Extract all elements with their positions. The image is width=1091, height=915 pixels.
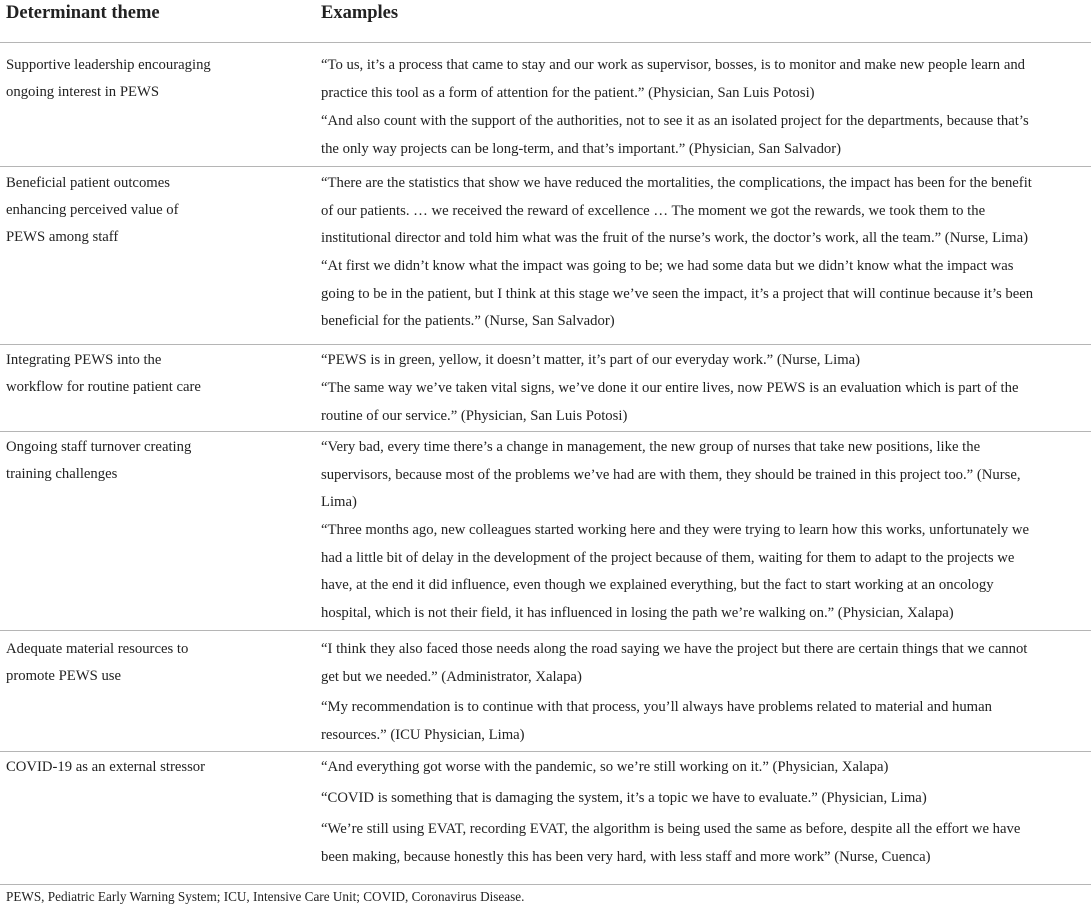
example-quote bbox=[321, 170, 1091, 253]
example-quote bbox=[321, 754, 1091, 782]
quote-line: “We’re still using EVAT, recording EVAT, the algorithm is being used the same as before, despite all the effort we have bbox=[321, 821, 1021, 837]
quote-line: “PEWS is in green, yellow, it doesn’t matter, it’s part of our everyday work.” (Nurse, Lima) bbox=[321, 352, 861, 368]
table-header bbox=[0, 0, 1091, 43]
quote-line: “To us, it’s a process that came to stay and our work as supervisor, bosses, is to monitor and make new people learn and bbox=[321, 57, 1026, 73]
quote-line: Lima) bbox=[321, 494, 357, 510]
header-determinant-theme: Determinant theme bbox=[6, 3, 160, 23]
theme-cell bbox=[6, 434, 296, 488]
theme-line: Beneficial patient outcomes bbox=[6, 175, 170, 191]
quote-line: of our patients. … we received the reward of excellence … The moment we got the rewards, we took them to the bbox=[321, 202, 986, 219]
quote-line: “My recommendation is to continue with that process, you’ll always have problems related to material and human bbox=[321, 699, 992, 715]
quote-line: hospital, which is not their field, it has influenced in losing the path we’re walking on.” (Physician, Xalapa) bbox=[321, 604, 954, 621]
quote-line: “The same way we’ve taken vital signs, we’ve done it our entire lives, now PEWS is an evaluation which is part of the bbox=[321, 380, 1019, 396]
example-quote bbox=[321, 636, 1091, 691]
theme-line: workflow for routine patient care bbox=[6, 379, 201, 395]
quote-line: “Very bad, every time there’s a change in management, the new group of nurses that take new positions, like the bbox=[321, 439, 981, 455]
table-row bbox=[0, 432, 1091, 631]
theme-line: Integrating PEWS into the bbox=[6, 352, 162, 368]
theme-line: promote PEWS use bbox=[6, 668, 122, 684]
table-row bbox=[0, 43, 1091, 167]
quote-line: institutional director and told him what was the fruit of the nurse’s work, the doctor’s work, all the team.” (Nurse, Lima) bbox=[321, 230, 1028, 246]
quote-line: routine of our service.” (Physician, San Luis Potosi) bbox=[321, 407, 628, 424]
theme-line: PEWS among staff bbox=[6, 229, 119, 245]
theme-cell bbox=[6, 170, 296, 251]
quote-line: “There are the statistics that show we have reduced the mortalities, the complications, the impact has been for the benefit bbox=[321, 175, 1032, 191]
quote-line: going to be in the patient, but I think at this stage we’ve seen the impact, it’s a project that will continue because it’s been bbox=[321, 285, 1034, 302]
theme-line: Adequate material resources to bbox=[6, 641, 189, 657]
theme-cell bbox=[6, 347, 296, 401]
quote-line: practice this tool as a form of attention for the patient.” (Physician, San Luis Potosi) bbox=[321, 84, 815, 101]
table-row bbox=[0, 167, 1091, 345]
theme-line: Supportive leadership encouraging bbox=[6, 57, 211, 73]
quote-line: have, at the end it did influence, even though we explained everything, but the fact to start working at an oncology bbox=[321, 577, 994, 593]
example-quote bbox=[321, 253, 1091, 336]
quote-line: “Three months ago, new colleagues started working here and they were trying to learn how this works, unfortunately we bbox=[321, 522, 1030, 538]
example-quote bbox=[321, 517, 1091, 627]
theme-line: COVID-19 as an external stressor bbox=[6, 759, 206, 775]
quote-line: “And everything got worse with the pandemic, so we’re still working on it.” (Physician, Xalapa) bbox=[321, 759, 889, 775]
theme-cell bbox=[6, 754, 296, 781]
theme-line: training challenges bbox=[6, 466, 118, 482]
quote-line: supervisors, because most of the problems we’ve had are with them, they should be trained in this project too.” (Nurse, bbox=[321, 466, 1021, 483]
quote-line: “At first we didn’t know what the impact was going to be; we had some data but we didn’t know what the impact was bbox=[321, 258, 1014, 274]
theme-cell bbox=[6, 52, 296, 106]
quote-line: “I think they also faced those needs along the road saying we have the project but there are certain things that we cannot bbox=[321, 641, 1028, 657]
theme-line: ongoing interest in PEWS bbox=[6, 84, 159, 100]
quote-line: been making, because honestly this has been very hard, with less staff and more work” (Nurse, Cuenca) bbox=[321, 848, 931, 865]
quote-line: “And also count with the support of the authorities, not to see it as an isolated project for the departments, because that’s bbox=[321, 113, 1029, 129]
quote-line: had a little bit of delay in the development of the project because of them, waiting for them to adapt to the projects we bbox=[321, 549, 1015, 566]
table-footnote: PEWS, Pediatric Early Warning System; ICU, Intensive Care Unit; COVID, Coronavirus Disease. bbox=[6, 889, 525, 904]
table-row bbox=[0, 631, 1091, 752]
quote-line: beneficial for the patients.” (Nurse, San Salvador) bbox=[321, 313, 615, 329]
quote-line: resources.” (ICU Physician, Lima) bbox=[321, 726, 525, 743]
example-quote bbox=[321, 785, 1091, 813]
quote-line: get but we needed.” (Administrator, Xalapa) bbox=[321, 668, 582, 685]
example-quote bbox=[321, 347, 1091, 375]
header-examples: Examples bbox=[321, 3, 399, 23]
example-quote bbox=[321, 108, 1091, 163]
quote-line: the only way projects can be long-term, and that’s important.” (Physician, San Salvador) bbox=[321, 140, 842, 157]
example-quote bbox=[321, 694, 1091, 749]
theme-line: enhancing perceived value of bbox=[6, 202, 179, 218]
table-row bbox=[0, 345, 1091, 432]
example-quote bbox=[321, 434, 1091, 517]
example-quote bbox=[321, 375, 1091, 430]
theme-line: Ongoing staff turnover creating bbox=[6, 439, 192, 455]
example-quote bbox=[321, 816, 1091, 871]
example-quote bbox=[321, 52, 1091, 107]
table-row bbox=[0, 752, 1091, 885]
quote-line: “COVID is something that is damaging the system, it’s a topic we have to evaluate.” (Physician, Lima) bbox=[321, 790, 927, 806]
theme-cell bbox=[6, 636, 296, 690]
